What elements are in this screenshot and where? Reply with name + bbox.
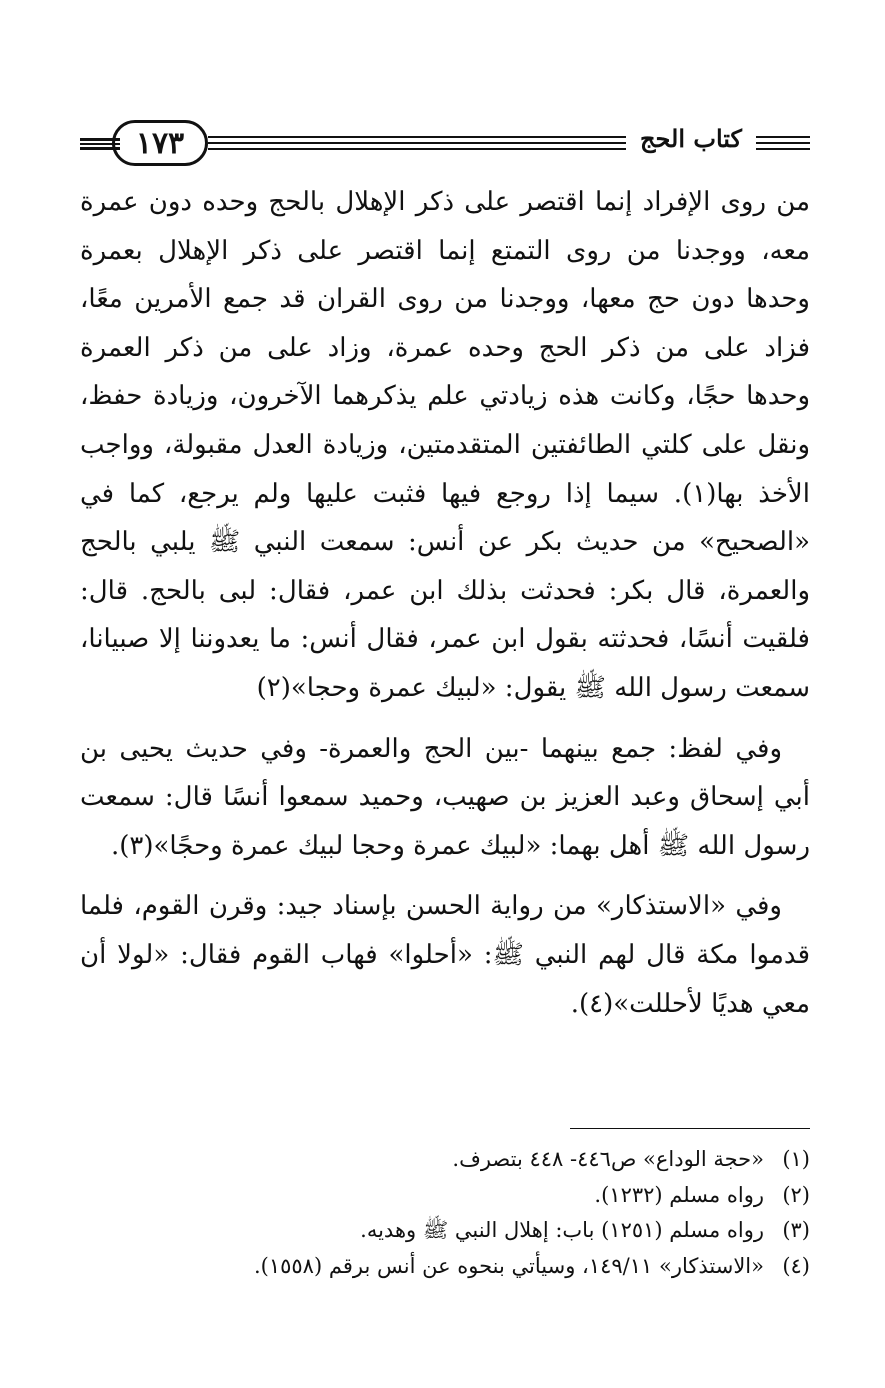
footnote-number: (٣) <box>782 1218 810 1242</box>
paragraph-2: وفي لفظ: جمع بينهما -بين الحج والعمرة- وفي حديث يحيى بن أبي إسحاق وعبد العزيز بن صهيب، وحميد سمعوا أنسًا قال: سمعت رسول الله ﷺ أهل بهما: «لبيك عمرة وحجا لبيك عمرة وحجًا»(٣). <box>80 733 810 861</box>
book-title: كتاب الحج <box>640 124 742 153</box>
footnote-text: رواه مسلم (١٢٣٢). <box>594 1182 764 1207</box>
main-text <box>80 178 810 1028</box>
footnote-4 <box>200 1249 810 1285</box>
footnote-text: رواه مسلم (١٢٥١) باب: إهلال النبي ﷺ وهديه. <box>360 1218 764 1242</box>
page-number: ١٧٣ <box>135 125 185 161</box>
header-rule-middle-inner <box>208 142 626 144</box>
footnote-1 <box>200 1142 810 1178</box>
paragraph-3: وفي «الاستذكار» من رواية الحسن بإسناد جيد: وقرن القوم، فلما قدموا مكة قال لهم النبي ﷺ: «أحلوا» فهاب القوم فقال: «لولا أن معي هديًا لأحللت»(٤). <box>80 891 810 1019</box>
footnote-3 <box>200 1213 810 1249</box>
page-header <box>80 118 810 170</box>
footnote-separator <box>570 1128 810 1129</box>
page-number-badge <box>112 120 208 166</box>
footnote-number: (٤) <box>782 1253 810 1278</box>
footnotes <box>200 1142 810 1284</box>
paragraph-1: من روى الإفراد إنما اقتصر على ذكر الإهلال بالحج وحده دون عمرة معه، ووجدنا من روى التمتع إنما اقتصر على ذكر الإهلال بعمرة وحدها دون حج معها، ووجدنا من روى القران قد جمع الأمرين معًا، فزاد على من ذكر الحج وحده عمرة، وزاد على من ذكر العمرة وحدها حجًا، وكانت هذه زيادتي علم يذكرهما الآخرون، وزيادة حفظ، ونقل على كلتي الطائفتين المتقدمتين، وزيادة العدل مقبولة، وواجب الأخذ بها(١). سيما إذا روجع فيها فثبت عليها ولم يرجع، كما في «الصحيح» من حديث بكر عن أنس: سمعت النبي ﷺ يلبي بالحج والعمرة، قال بكر: فحدثت بذلك ابن عمر، فقال: لبى بالحج. قال: فلقيت أنسًا، فحدثته بقول ابن عمر، فقال أنس: ما يعدوننا إلا صبيانا، سمعت رسول الله ﷺ يقول: «لبيك عمرة وحجا»(٢) <box>80 187 810 703</box>
footnote-number: (١) <box>782 1147 810 1171</box>
footnote-text: «حجة الوداع» ص٤٤٦- ٤٤٨ بتصرف. <box>452 1147 764 1171</box>
footnote-text: «الاستذكار» ١٤٩/١١، وسيأتي بنحوه عن أنس برقم (١٥٥٨). <box>253 1253 764 1278</box>
footnote-2 <box>200 1178 810 1214</box>
footnote-number: (٢) <box>782 1182 810 1207</box>
header-rule-right-inner <box>756 142 810 144</box>
